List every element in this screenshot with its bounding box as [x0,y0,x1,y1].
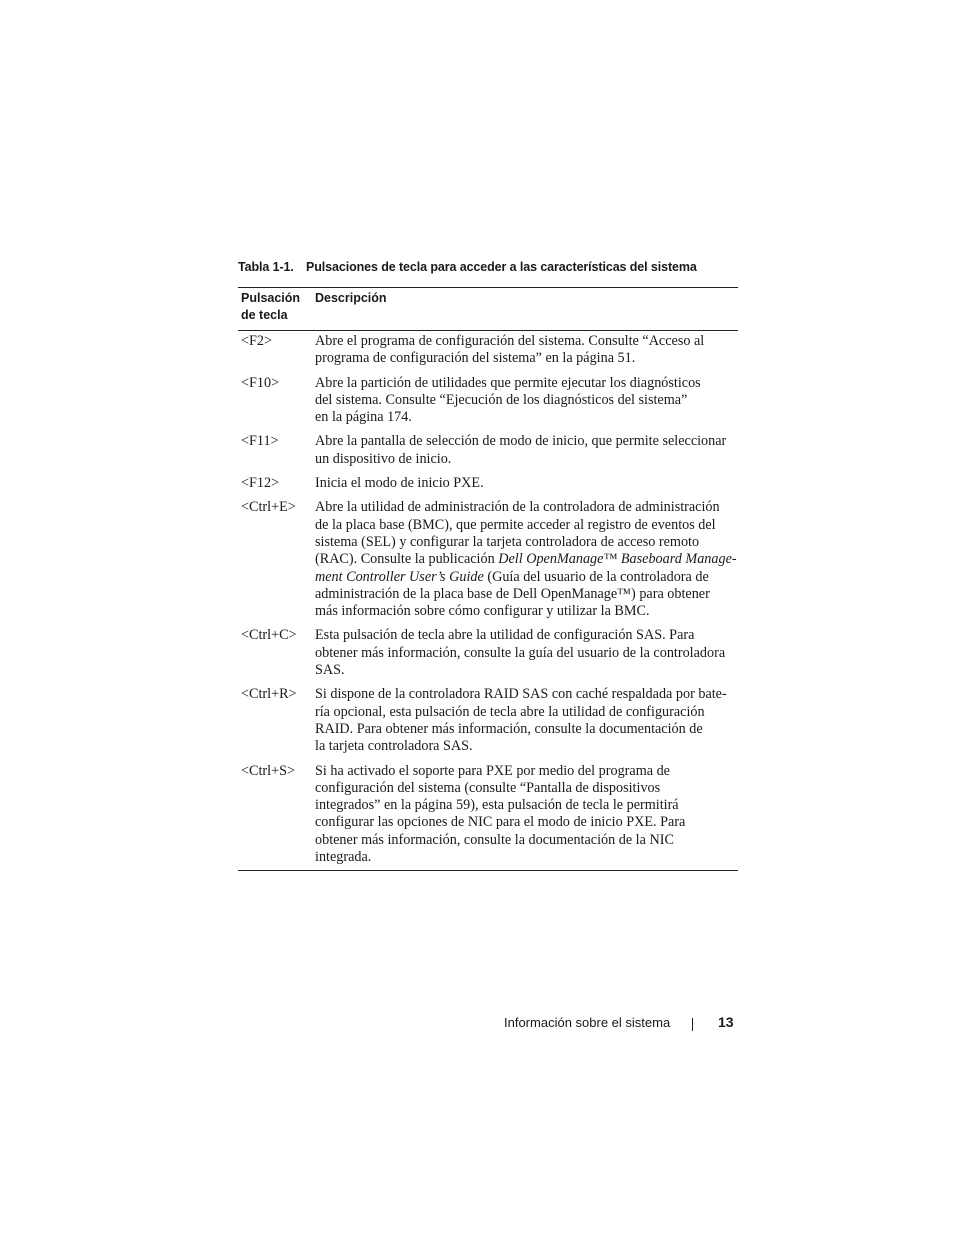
table-row [238,433,738,468]
page-number: 13 [718,1014,734,1030]
table-number: Tabla 1-1. [238,260,294,274]
row-key: <Ctrl+C> [241,627,297,644]
table-header [238,288,738,331]
description-line: Si dispone de la controladora RAID SAS con caché respaldada por bate- [315,686,727,703]
header-key-line: de tecla [241,308,288,322]
description-line: ment Controller User’s Guide (Guía del usuario de la controladora de [315,568,709,585]
table-row [238,763,738,867]
footer-divider [692,1018,693,1031]
row-key: <Ctrl+E> [241,499,296,516]
row-description [315,763,738,867]
table-row [238,333,738,368]
row-key: <Ctrl+R> [241,686,297,703]
description-line: obtener más información, consulte la guía del usuario de la controladora [315,644,726,661]
row-key: <F10> [241,374,280,391]
row-description [315,499,738,620]
description-line: más información sobre cómo configurar y utilizar la BMC. [315,603,650,620]
description-line: ría opcional, esta pulsación de tecla abre la utilidad de configuración [315,703,705,720]
table-caption [238,260,697,274]
description-line: en la página 174. [315,409,412,426]
description-line: Abre la pantalla de selección de modo de inicio, que permite seleccionar [315,433,727,450]
row-key: <F11> [241,433,279,450]
header-description: Descripción [315,291,387,305]
description-line: la tarjeta controladora SAS. [315,738,473,755]
description-line: sistema (SEL) y configurar la tarjeta controladora de acceso remoto [315,533,700,550]
description-line: (RAC). Consulte la publicación Dell OpenManage™ Baseboard Manage- [315,551,737,568]
description-line: Abre la utilidad de administración de la controladora de administración [315,499,720,516]
table-row [238,375,738,427]
table-row [238,475,738,492]
description-line: programa de configuración del sistema” en la página 51. [315,350,636,367]
row-description [315,686,738,755]
row-description [315,375,738,427]
row-key: <Ctrl+S> [241,762,295,779]
header-key [238,290,315,324]
description-line: Si ha activado el soporte para PXE por medio del programa de [315,762,670,779]
row-description [315,475,738,492]
description-line: del sistema. Consulte “Ejecución de los diagnósticos del sistema” [315,391,688,408]
description-line: integrada. [315,849,372,866]
description-line: integrados” en la página 59), esta pulsación de tecla le permitirá [315,797,679,814]
table-title: Pulsaciones de tecla para acceder a las características del sistema [306,260,697,274]
keystroke-table [238,287,738,871]
table-row [238,499,738,620]
table-body [238,331,738,870]
row-key: <F12> [241,475,280,492]
description-line: configurar las opciones de NIC para el modo de inicio PXE. Para [315,814,686,831]
footer-section-title: Información sobre el sistema [504,1015,671,1030]
row-key: <F2> [241,333,272,349]
row-description [315,433,738,468]
description-line: administración de la placa base de Dell OpenManage™) para obtener [315,585,710,602]
description-line: configuración del sistema (consulte “Pantalla de dispositivos [315,779,661,796]
description-line: Abre el programa de configuración del sistema. Consulte “Acceso al [315,333,705,349]
row-description [315,333,738,368]
description-line: RAID. Para obtener más información, consulte la documentación de [315,720,703,737]
description-line: Esta pulsación de tecla abre la utilidad de configuración SAS. Para [315,627,695,644]
description-line: un dispositivo de inicio. [315,450,452,467]
description-line: obtener más información, consulte la documentación de la NIC [315,831,674,848]
description-line: de la placa base (BMC), que permite acceder al registro de eventos del [315,516,716,533]
table-row [238,627,738,679]
description-line: Inicia el modo de inicio PXE. [315,475,484,492]
description-line: SAS. [315,662,345,679]
table-row [238,686,738,755]
header-key-line: Pulsación [241,291,301,305]
description-line: Abre la partición de utilidades que permite ejecutar los diagnósticos [315,374,701,391]
row-description [315,627,738,679]
